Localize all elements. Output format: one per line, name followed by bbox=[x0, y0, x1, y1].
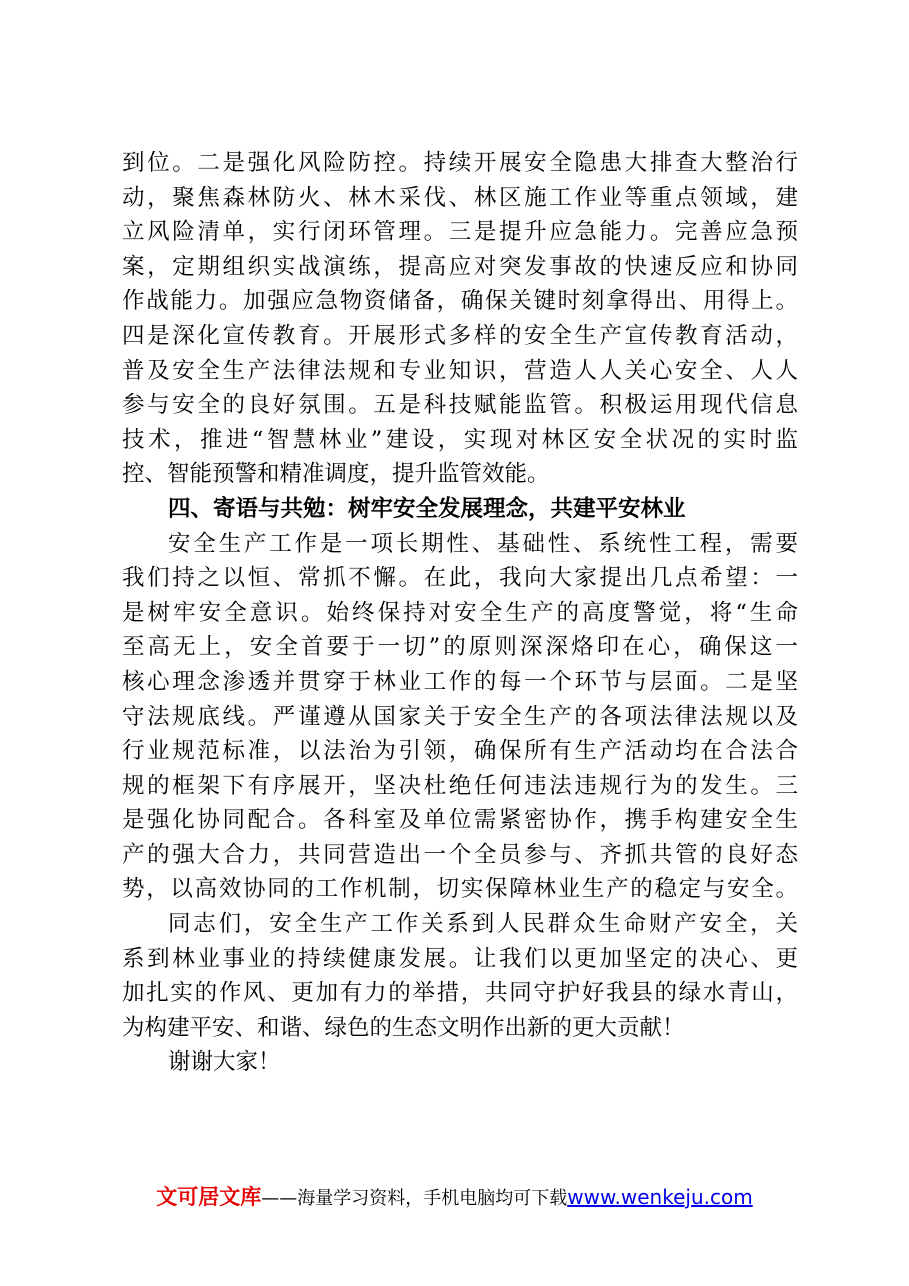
text-line: 是强化协同配合。各科室及单位需紧密协作，携手构建安全生 bbox=[122, 807, 798, 834]
text-line: 案，定期组织实战演练，提高应对突发事故的快速反应和协同 bbox=[122, 253, 798, 280]
footer-tagline: 海量学习资料，手机电脑均可下载 bbox=[297, 1188, 568, 1209]
text-line: 核心理念渗透并贯穿于林业工作的每一个环节与层面。二是坚 bbox=[122, 668, 798, 695]
footer-banner bbox=[0, 1183, 909, 1213]
text-line: 加扎实的作风、更加有力的举措，共同守护好我县的绿水青山， bbox=[122, 980, 798, 1007]
text-line: 参与安全的良好氛围。五是科技赋能监管。积极运用现代信息 bbox=[122, 392, 798, 419]
text-line: 守法规底线。严谨遵从国家关于安全生产的各项法律法规以及 bbox=[122, 703, 798, 730]
footer-dash: —— bbox=[261, 1188, 298, 1209]
text-line: 普及安全生产法律法规和专业知识，营造人人关心安全、人人 bbox=[122, 357, 798, 384]
text-line: 是树牢安全意识。始终保持对安全生产的高度警觉，将“生命 bbox=[122, 599, 798, 626]
text-line: 技术，推进“智慧林业”建设，实现对林区安全状况的实时监 bbox=[122, 426, 798, 453]
text-line: 势，以高效协同的工作机制，切实保障林业生产的稳定与安全。 bbox=[122, 876, 798, 903]
text-line: 至高无上，安全首要于一切”的原则深深烙印在心，确保这一 bbox=[122, 634, 798, 661]
text-line: 到位。二是强化风险防控。持续开展安全隐患大排查大整治行 bbox=[122, 150, 798, 176]
text-line: 为构建平安、和谐、绿色的生态文明作出新的更大贡献！ bbox=[122, 1014, 685, 1041]
section-heading: 四、寄语与共勉：树牢安全发展理念，共建平安林业 bbox=[168, 495, 686, 522]
text-line: 作战能力。加强应急物资储备，确保关键时刻拿得出、用得上。 bbox=[122, 288, 798, 315]
text-line: 我们持之以恒、常抓不懈。在此，我向大家提出几点希望：一 bbox=[122, 565, 798, 592]
text-line: 安全生产工作是一项长期性、基础性、系统性工程，需要 bbox=[168, 530, 798, 557]
website-link[interactable]: www.wenkeju.com bbox=[567, 1185, 753, 1209]
text-line: 立风险清单，实行闭环管理。三是提升应急能力。完善应急预 bbox=[122, 219, 798, 246]
document-body bbox=[122, 146, 798, 1080]
text-line: 四是深化宣传教育。开展形式多样的安全生产宣传教育活动， bbox=[122, 322, 798, 349]
text-line: 行业规范标准，以法治为引领，确保所有生产活动均在合法合 bbox=[122, 738, 798, 765]
brand-name: 文可居文库 bbox=[156, 1185, 262, 1209]
text-line: 系到林业事业的持续健康发展。让我们以更加坚定的决心、更 bbox=[122, 945, 798, 972]
text-line: 产的强大合力，共同营造出一个全员参与、齐抓共管的良好态 bbox=[122, 841, 798, 868]
text-line: 规的框架下有序展开，坚决杜绝任何违法违规行为的发生。三 bbox=[122, 772, 798, 799]
text-line: 动，聚焦森林防火、林木采伐、林区施工作业等重点领域，建 bbox=[122, 184, 798, 211]
text-line: 同志们，安全生产工作关系到人民群众生命财产安全，关 bbox=[168, 911, 798, 938]
closing-line: 谢谢大家！ bbox=[168, 1049, 281, 1076]
text-line: 控、智能预警和精准调度，提升监管效能。 bbox=[122, 461, 550, 488]
